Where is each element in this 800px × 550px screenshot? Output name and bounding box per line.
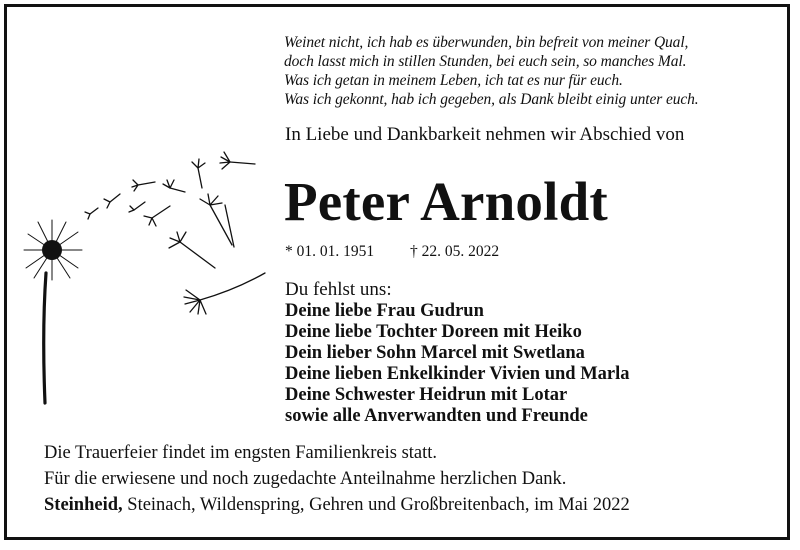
intro-text: In Liebe und Dankbarkeit nehmen wir Abschied von xyxy=(285,124,685,145)
poem-line: Was ich getan in meinem Leben, ich tat es nur für euch. xyxy=(284,72,623,89)
deceased-name: Peter Arnoldt xyxy=(284,171,608,232)
footer-notes xyxy=(44,440,630,518)
thanks-note: Für die erwiesene und noch zugedachte Anteilnahme herzlichen Dank. xyxy=(44,469,567,489)
family-member: Deine liebe Frau Gudrun xyxy=(285,301,484,321)
poem-line: doch lasst mich in stillen Stunden, bei euch sein, so manches Mal. xyxy=(284,53,687,70)
poem-line: Weinet nicht, ich hab es überwunden, bin befreit von meiner Qual, xyxy=(284,34,689,51)
family-member: Deine Schwester Heidrun mit Lotar xyxy=(285,385,568,405)
family-member: Dein lieber Sohn Marcel mit Swetlana xyxy=(285,343,585,363)
birth-date: * 01. 01. 1951 xyxy=(285,243,375,260)
family-member: Deine liebe Tochter Doreen mit Heiko xyxy=(285,322,582,342)
place-line xyxy=(44,492,630,518)
place-bold: Steinheid, xyxy=(44,495,123,515)
family-member: Deine lieben Enkelkinder Vivien und Marla xyxy=(285,364,630,384)
poem-line: Was ich gekonnt, hab ich gegeben, als Dank bleibt einig unter euch. xyxy=(284,91,699,108)
family-member: sowie alle Anverwandten und Freunde xyxy=(285,406,588,426)
funeral-note: Die Trauerfeier findet im engsten Familienkreis statt. xyxy=(44,443,438,463)
death-date: † 22. 05. 2022 xyxy=(410,243,500,260)
place-rest: Steinach, Wildenspring, Gehren und Großbreitenbach, im Mai 2022 xyxy=(122,495,630,515)
dandelion-illustration xyxy=(20,110,280,410)
poem xyxy=(284,33,699,109)
life-dates xyxy=(285,243,499,261)
missing-label: Du fehlst uns: xyxy=(285,279,392,300)
family-list xyxy=(285,301,630,427)
